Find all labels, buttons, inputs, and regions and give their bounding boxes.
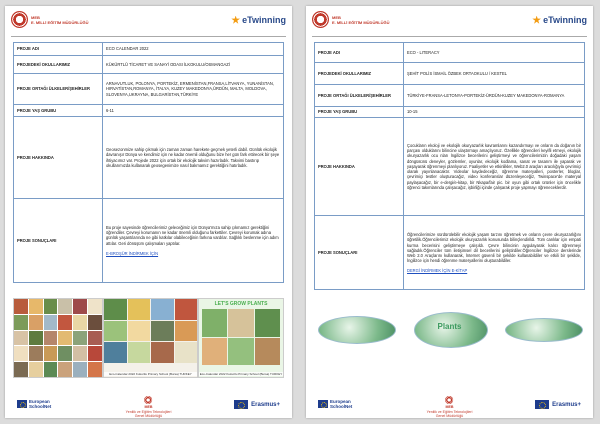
header-divider (11, 36, 286, 37)
page-header (312, 8, 587, 34)
calendar-caption: Eco-Calendar 2022 Kukurtlu Primary School (Bursa) TURKEY (104, 372, 197, 376)
label-project-name: PROJE ADI (14, 43, 103, 56)
label-partners: PROJE ORTAĞI ÜLKELER/ŞEHİRLER (14, 74, 103, 105)
value-results (404, 216, 585, 290)
page-footer (314, 396, 585, 418)
table-row (315, 216, 585, 290)
meb-footer-seal-icon (145, 396, 153, 404)
grow-plants-caption: Eco-Calendar 2022 Kukurtlu Primary School (Bursa) TURKEY (199, 372, 283, 376)
european-schoolnet-logo: European SchoolNet (17, 399, 51, 409)
etwinning-label: eTwinning (543, 15, 587, 25)
document-page-right (306, 6, 593, 418)
erasmus-logo: Erasmus+ (535, 400, 581, 409)
table-row (315, 43, 585, 63)
plants-title: Plants (437, 322, 462, 331)
table-row (14, 117, 284, 199)
meb-seal-icon (11, 11, 28, 28)
meb-logo (11, 11, 89, 28)
photo-strip (13, 298, 284, 376)
label-partners: PROJE ORTAĞI ÜLKELER/ŞEHİRLER (315, 85, 404, 107)
project-info-table (314, 42, 585, 290)
header-divider (312, 36, 587, 37)
schoolnet-flag-icon (318, 400, 328, 408)
page-header (11, 8, 286, 34)
etwinning-star-icon (532, 16, 541, 25)
value-about: Çocukların ekoloji ve ekolojik okuryazarlık kavramlarını kazandırmayı ve onların da doğanın bir parçası olduklarını bilincine ulaştırmayı amaçlıyoruz. Özellikle öğrencileri keyifli etmeyi, ekolojik okuryazarlık ocu nları İngilizce becerilerini geliştirmeyi ve öğrencilerimizin doğadaki yaşam döngüsünü deneyler, gözlemler, oyunlar, ekolojik kodlama, sanat ve tasarım ile yaparak ve yaşayarak öğrenmeyi planlıyoruz. Faaliyetler ve etkinlikler, Web2.0 araçları aracılığıyla çevrimiçi olarak yayınlanacaktır. Videolar kaydedeceğiz, öğrenme materyalleri, posterler, bloglar, çevrimiçi testler oluşturacağız, video konferanslar düzenleyeceğiz, Twinspace'de materyal paylaşacağız, bir e-dergi/e-kitap, bir Nkapa/fair pic. bir oyun gibi ortak ürünler için öncelikle öğrenci takımlarında çalışacağız, işbirliği içinde çalışarak proje yapmayı öğreneceklerdir. (404, 118, 585, 216)
meb-logo-text: MEB E. MİLLİ EĞİTİM MÜDÜRLÜĞÜ (332, 14, 390, 25)
value-results (103, 199, 284, 283)
ebook-link[interactable]: DERGİ İNDİRMEK İÇİN E-KİTAP (407, 267, 468, 273)
eu-flag-icon (535, 400, 549, 409)
table-row (315, 118, 585, 216)
globe-image-1 (314, 304, 398, 354)
label-about: PROJE HAKKINDA (14, 117, 103, 199)
meb-seal-icon (312, 11, 329, 28)
label-schools: PROJEDEKİ OKULLARIMIZ (14, 56, 103, 74)
european-schoolnet-logo: European SchoolNet (318, 399, 352, 409)
etwinning-label: eTwinning (242, 15, 286, 25)
value-schools: ŞEHİT POLİS İSMAİL ÖZBEK ORTAOKULU / KESTEL (404, 63, 585, 85)
table-row (14, 56, 284, 74)
value-project-name: ECO - LITERACY (404, 43, 585, 63)
table-row (14, 43, 284, 56)
table-row (315, 85, 585, 107)
etwinning-logo (532, 15, 587, 25)
label-schools: PROJEDEKİ OKULLARIMIZ (315, 63, 404, 85)
plants-image (404, 304, 496, 354)
value-age-group: 6-11 (103, 105, 284, 117)
globe-image-2 (501, 304, 585, 354)
schoolnet-flag-icon (17, 400, 27, 408)
label-age-group: PROJE YAŞ GRUBU (14, 105, 103, 117)
etwinning-star-icon (231, 16, 240, 25)
eu-flag-icon (234, 400, 248, 409)
page-footer (13, 396, 284, 418)
meb-logo (312, 11, 390, 28)
results-text: Öğrencilerimize sürdürülebilir ekolojik yaşam tarzını öğretmek ve onların çevre okuryazarlığını öğretilik.Öğrencilerimiz ekolojik okuryazarlık konusunda bilinçlendirildi. Tüm canlılar için empati kurma becerisini geliştirmeye çalışıldı. Çevre bilincinin aygulayarak kalıcı öğrenmeyi sağladık.Öğrenciler tüm iletişimsel dil becerilerini geliştirdiler.Öğrenciler İngilizce derslerinde Web 2.0 Araçlarını kullanarak, İnternet güvenli bir şekilde kullanabildiler ve etkili bir şekilde, İngilizce için hendi öğrenme materyallerini oluşturabildiler. (407, 232, 581, 264)
label-project-name: PROJE ADI (315, 43, 404, 63)
label-results: PROJE SONUÇLARI (14, 199, 103, 283)
table-row (14, 199, 284, 283)
document-page-left (5, 6, 292, 418)
value-partners: TÜRKİYE-FRANSA-LETONYA-PORTEKİZ-ÜRDÜN-KUZEY MAKEDONYA-ROMANYA (404, 85, 585, 107)
value-age-group: 10-15 (404, 107, 585, 118)
photo-collage (13, 298, 103, 378)
table-row (14, 105, 284, 117)
table-row (14, 74, 284, 105)
value-project-name: ECO CALENDAR 2022 (103, 43, 284, 56)
project-info-table (13, 42, 284, 283)
table-row (315, 107, 585, 118)
label-about: PROJE HAKKINDA (315, 118, 404, 216)
photo-strip (314, 304, 585, 354)
erasmus-logo: Erasmus+ (234, 400, 280, 409)
meb-footer-seal-icon (446, 396, 454, 404)
grow-plants-photo (198, 298, 284, 378)
table-row (315, 63, 585, 85)
results-text: Bu proje sayesinde öğrencilerimiz geleceğimiz için Dünya'mıza sahip çıkmamız gerektiğini öğrendiler. Çevreyi korumanın ne kadar önemli olduğunu farkettiler. Çevreyi korumak adına günlük yaşantılarında ne gibi katkılar olabileceğinin farkına vardılar. Sağlıklı beslenme için adım attılar. Geri dönüşüm çalışmaları yaptılar. (106, 224, 279, 246)
grow-plants-title: LET'S GROW PLANTS (214, 301, 268, 307)
value-partners: ARNAVUTLUK, POLONYA, PORTEKİZ, ERMENİSTAN,FRANSA,LİTVANYA, YUNANİSTAN, HIRVATİSTAN,ROMANYA, İTALYA, KUZEY MAKEDONYA,ÜRDÜN, MALTA, MOLDOVA, SLOVENYA,UKRAYNA, BULGARİSTAN,TÜRKİYE (103, 74, 284, 105)
label-results: PROJE SONUÇLARI (315, 216, 404, 290)
etwinning-logo (231, 15, 286, 25)
label-age-group: PROJE YAŞ GRUBU (315, 107, 404, 118)
meb-footer-logo: MEB Yenilik ve Eğitim Teknolojileri Genel Müdürlüğü (427, 396, 473, 418)
meb-logo-text: MEB E. MİLLİ EĞİTİM MÜDÜRLÜĞÜ (31, 14, 89, 25)
calendar-photo (103, 298, 198, 378)
meb-footer-logo: MEB Yenilik ve Eğitim Teknolojileri Genel Müdürlüğü (126, 396, 172, 418)
value-about: Geosezonmize sahip çıkmak için zaman zaman harekete geçmek yeterli dabil. Günlük ekolojik davranışır Dünya ve kendimiz için ne kadar önemli olduğunu bize her gün fark ettirecek bir şeye ihtiyacımız var. Projede 2022 için ortak bir ekolojik takvim hazırladık. Takvimi bastırıp okullarımızda kullanarak geosegenimize nasıl bakmamız gerektiğini hatırladık. (103, 117, 284, 199)
value-schools: KÜKÜRTLÜ TİCARET VE SANAYİ ODASI İLKOKULU/OSMANGAZİ (103, 56, 284, 74)
ebrochure-link[interactable]: E-BROŞÜR İNDİRMEK İÇİN (106, 250, 159, 256)
